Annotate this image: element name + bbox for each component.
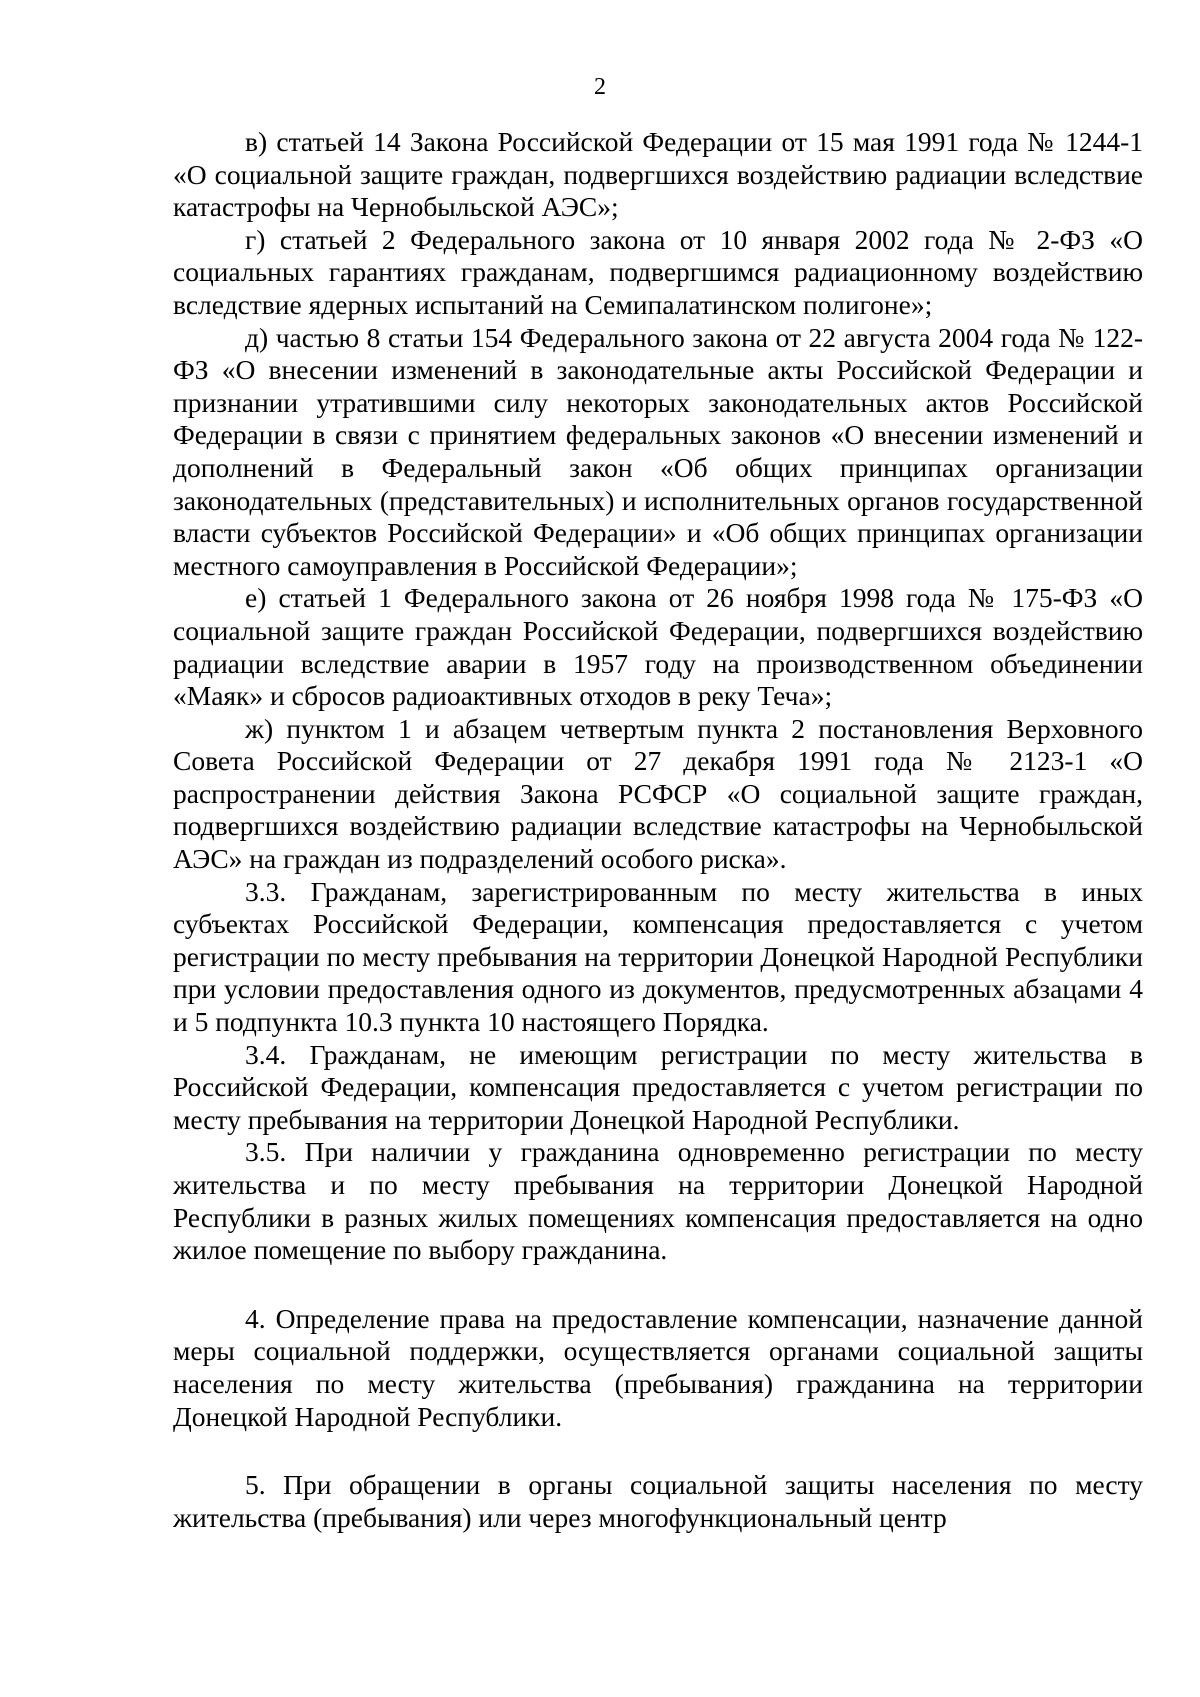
paragraph-4: 4. Определение права на предоставление компенсации, назначение данной меры социальной поддержки, осуществляется органами социальной защиты населения по месту жительства (пребывания) гражданина на территории Донецкой Народной Республики. xyxy=(173,1302,1143,1432)
paragraph-item-e: е) статьей 1 Федерального закона от 26 ноября 1998 года № 175-ФЗ «О социальной защите граждан Российской Федерации, подвергшихся воздействию радиации вследствие аварии в 1957 году на производственном объединении «Маяк» и сбросов радиоактивных отходов в реку Теча»; xyxy=(173,582,1143,712)
page-number: 2 xyxy=(594,74,606,100)
section-spacer xyxy=(173,1267,1143,1303)
paragraph-item-v: в) статьей 14 Закона Российской Федерации от 15 мая 1991 года № 1244-1 «О социальной защите граждан, подвергшихся воздействию радиации вследствие катастрофы на Чернобыльской АЭС»; xyxy=(173,126,1143,223)
section-spacer xyxy=(173,1433,1143,1469)
paragraph-item-g: г) статьей 2 Федерального закона от 10 января 2002 года № 2-ФЗ «О социальных гарантиях гражданам, подвергшимся радиационному воздействию вследствие ядерных испытаний на Семипалатинском полигоне»; xyxy=(173,223,1143,320)
paragraph-item-d: д) частью 8 статьи 154 Федерального закона от 22 августа 2004 года № 122-ФЗ «О внесении изменений в законодательные акты Российской Федерации и признании утратившими силу некоторых законодательных актов Российской Федерации в связи с принятием федеральных законов «О внесении изменений и дополнений в Федеральный закон «Об общих принципах организации законодательных (представительных) и исполнительных органов государственной власти субъектов Российской Федерации» и «Об общих принципах организации местного самоуправления в Российской Федерации»; xyxy=(173,321,1143,581)
paragraph-item-zh: ж) пунктом 1 и абзацем четвертым пункта 2 постановления Верховного Совета Российской Федерации от 27 декабря 1991 года № 2123-1 «О распространении действия Закона РСФСР «О социальной защите граждан, подвергшихся воздействию радиации вследствие катастрофы на Чернобыльской АЭС» на граждан из подразделений особого риска». xyxy=(173,712,1143,875)
paragraph-3-3: 3.3. Гражданам, зарегистрированным по месту жительства в иных субъектах Российской Федерации, компенсация предоставляется с учетом регистрации по месту пребывания на территории Донецкой Народной Республики при условии предоставления одного из документов, предусмотренных абзацами 4 и 5 подпункта 10.3 пункта 10 настоящего Порядка. xyxy=(173,875,1143,1038)
paragraph-5: 5. При обращении в органы социальной защиты населения по месту жительства (пребывания) или через многофункциональный центр xyxy=(173,1469,1143,1533)
paragraph-3-4: 3.4. Гражданам, не имеющим регистрации по месту жительства в Российской Федерации, компенсация предоставляется с учетом регистрации по месту пребывания на территории Донецкой Народной Республики. xyxy=(173,1038,1143,1135)
paragraph-3-5: 3.5. При наличии у гражданина одновременно регистрации по месту жительства и по месту пребывания на территории Донецкой Народной Республики в разных жилых помещениях компенсация предоставляется на одно жилое помещение по выбору гражданина. xyxy=(173,1136,1143,1266)
document-body xyxy=(173,126,1143,1534)
